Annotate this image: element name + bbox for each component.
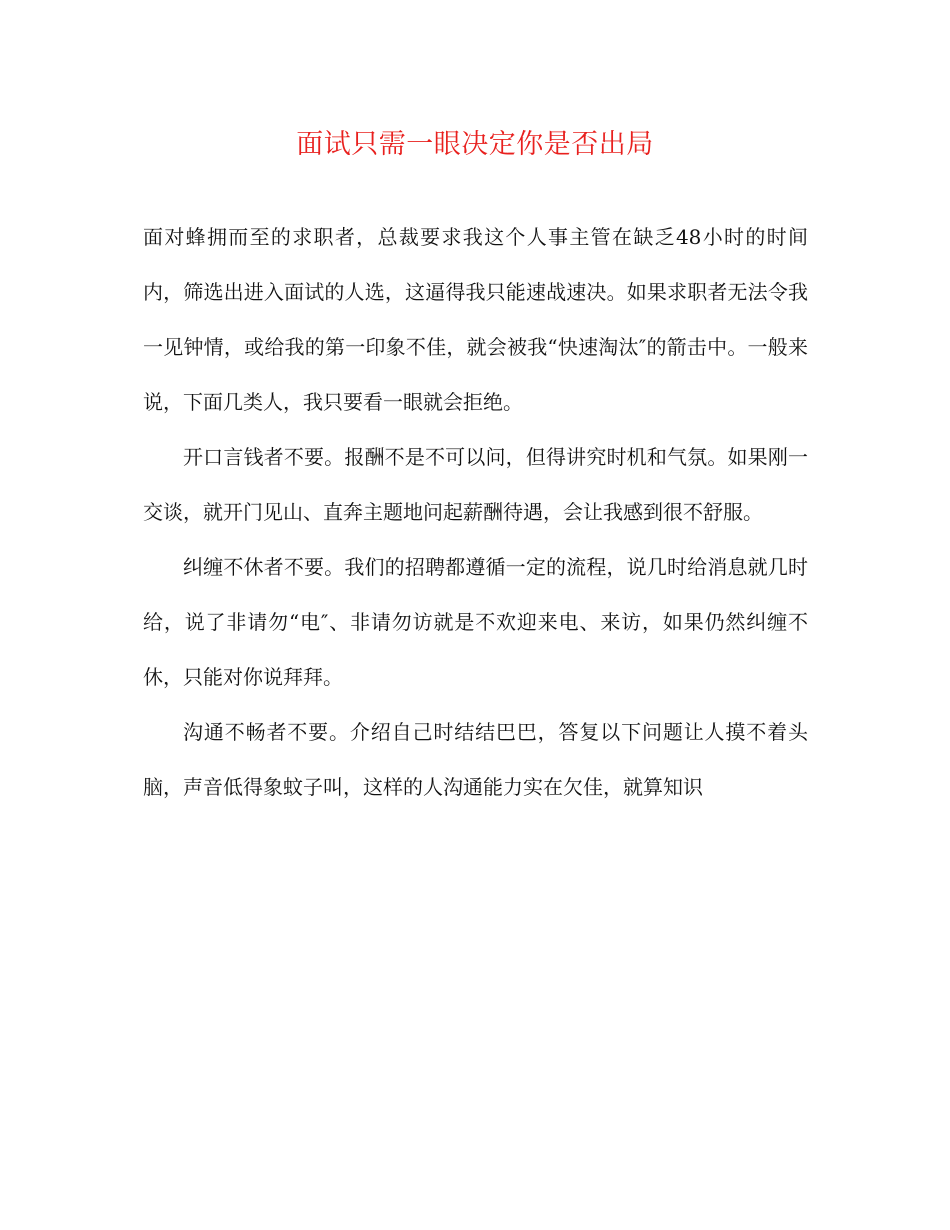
paragraph-money: 开口言钱者不要。报酬不是不可以问，但得讲究时机和气氛。如果刚一交谈，就开门见山、直奔主题地问起薪酬待遇，会让我感到很不舒服。 xyxy=(143,445,808,524)
paragraph-intro: 面对蜂拥而至的求职者，总裁要求我这个人事主管在缺乏48小时的时间内，筛选出进入面试的人选，这逼得我只能速战速决。如果求职者无法令我一见钟情，或给我的第一印象不佳，就会被我“快速淘汰″的箭击中。一般来说，下面几类人，我只要看一眼就会拒绝。 xyxy=(143,225,808,414)
paragraph-communication: 沟通不畅者不要。介绍自己时结结巴巴，答复以下问题让人摸不着头脑，声音低得象蚊子叫，这样的人沟通能力实在欠佳，就算知识 xyxy=(143,720,808,799)
document-title: 面试只需一眼决定你是否出局 xyxy=(296,129,654,160)
paragraph-pestering: 纠缠不休者不要。我们的招聘都遵循一定的流程，说几时给消息就几时给，说了非请勿“电″、非请勿访就是不欢迎来电、来访，如果仍然纠缠不休，只能对你说拜拜。 xyxy=(143,555,808,689)
document-body xyxy=(143,210,808,815)
